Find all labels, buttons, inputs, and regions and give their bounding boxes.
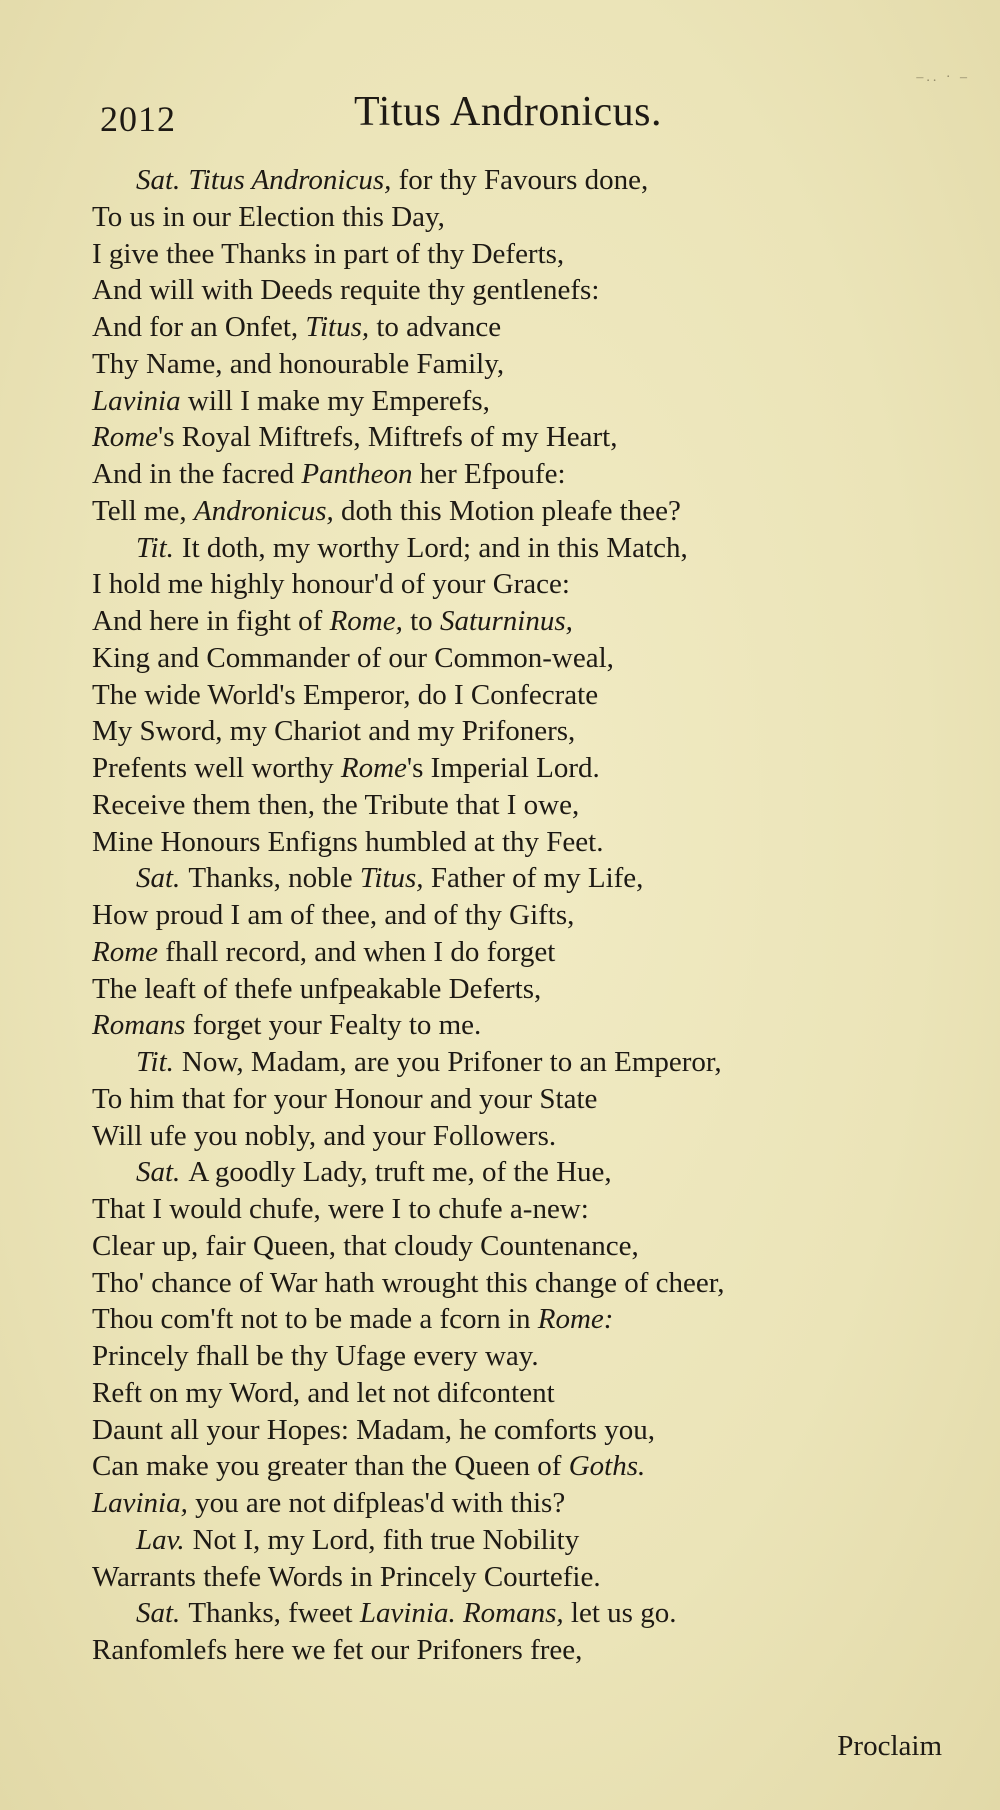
line-text: I give thee Thanks in part of thy Deferts, [92,237,565,270]
line-text: fhall record, and when I do forget [158,935,556,968]
verse-line [92,236,862,273]
speaker-name: Sat. [136,164,181,196]
line-text: Tho' chance of War hath wrought this change of cheer, [92,1266,725,1299]
italic-text: Rome [340,752,407,784]
verse-line [92,1448,862,1485]
verse-line [92,199,862,236]
verse-line [92,750,862,787]
page-number: 2012 [100,99,176,139]
italic-text: Pantheon [301,458,413,490]
italic-text: Goths. [568,1450,646,1483]
verse-line [92,897,862,934]
italic-text: Lavinia. [359,1597,456,1630]
verse-line [92,419,862,456]
verse-line [92,456,862,493]
speech-line [92,1154,862,1191]
verse-line [92,566,862,603]
verse-line [92,971,862,1008]
italic-text: Titus Andronicus, [188,164,392,196]
verse-line [92,1485,862,1522]
line-text: will I make my Emperefs, [180,384,490,417]
speech-line [92,530,862,567]
verse-line [92,1228,862,1265]
speech-line [92,860,862,897]
line-text: That I would chufe, were I to chufe a-new: [92,1193,589,1225]
line-text: Daunt all your Hopes: Madam, he comforts you, [92,1413,655,1446]
line-text: And will with Deeds requite thy gentlenefs: [92,274,600,307]
italic-text: Lavinia, [92,1487,188,1519]
catchword: Proclaim [837,1730,942,1762]
italic-text: Romans [92,1009,186,1042]
line-text: And for an Onfet, [92,311,306,343]
verse-line [92,1265,862,1302]
speaker-name: Tit. [136,531,174,564]
line-text: To us in our Election this Day, [92,200,445,233]
verse-line [92,1118,862,1155]
verse-line [92,1301,862,1338]
italic-text: Rome [92,421,159,454]
italic-text: Rome [92,935,159,968]
speech-line [92,1522,862,1559]
line-text: Prefents well worthy [92,752,341,784]
verse-line [92,677,862,714]
line-text: to advance [369,311,502,343]
italic-text: Rome: [537,1303,614,1336]
verse-line [92,1412,862,1449]
page-specks: –.. · – [916,70,970,85]
line-text: Receive them then, the Tribute that I owe, [92,788,580,821]
italic-text: Titus, [359,862,424,895]
italic-text: Rome, [329,605,403,637]
verse-line [92,1191,862,1228]
line-text [456,1597,463,1629]
verse-line [92,1375,862,1412]
line-text: To him that for your Honour and your State [92,1082,598,1115]
line-text: Princely fhall be thy Ufage every way. [92,1340,539,1372]
line-text: I hold me highly honour'd of your Grace: [92,568,570,601]
verse-line [92,1081,862,1118]
page-header [100,88,740,148]
line-text: The leaft of thefe unfpeakable Deferts, [92,972,542,1005]
verse-line [92,787,862,824]
verse-line [92,1007,862,1044]
italic-text: Lavinia [92,384,181,417]
line-text: And here in fight of [92,605,330,637]
speaker-name: Sat. [136,1156,181,1189]
verse-line [92,713,862,750]
verse-line [92,346,862,383]
line-text: My Sword, my Chariot and my Prifoners, [92,715,576,748]
line-text: to [402,605,440,637]
line-text: Thy Name, and honourable Family, [92,347,505,380]
speaker-name: Tit. [136,1046,174,1078]
line-text: It doth, my worthy Lord; and in this Match, [181,531,688,564]
verse-line [92,640,862,677]
line-text: 's Imperial Lord. [406,752,600,784]
line-text: A goodly Lady, truft me, of the Hue, [188,1156,612,1189]
line-text: Thanks, fweet [188,1597,360,1630]
line-text: forget your Fealty to me. [185,1009,482,1042]
line-text: let us go. [563,1597,677,1630]
line-text: Tell me, [92,494,194,527]
verse-line [92,1632,862,1669]
italic-text: Andronicus, [193,494,334,527]
line-text: How proud I am of thee, and of thy Gifts, [92,899,575,931]
line-text: Warrants thefe Words in Princely Courtefie. [92,1560,601,1593]
line-text: Reft on my Word, and let not difcontent [92,1376,555,1409]
line-text: doth this Motion pleafe thee? [333,494,681,527]
line-text: Ranfomlefs here we fet our Prifoners free, [92,1634,583,1666]
italic-text: Saturninus, [439,605,573,637]
line-text: Can make you greater than the Queen of [92,1450,569,1483]
verse-line [92,309,862,346]
line-text: And in the facred [92,458,302,490]
speaker-name: Sat. [136,1597,181,1630]
line-text: you are not difpleas'd with this? [187,1487,566,1519]
line-text: 's Royal Miftrefs, Miftrefs of my Heart, [158,421,618,454]
italic-text: Titus, [305,311,370,343]
line-text: Father of my Life, [423,862,644,895]
line-text: Clear up, fair Queen, that cloudy Countenance, [92,1229,639,1262]
line-text: Now, Madam, are you Prifoner to an Emperor, [181,1046,722,1078]
speech-line [92,1044,862,1081]
speech-line [92,1595,862,1632]
line-text: her Efpoufe: [412,458,566,490]
verse-line [92,824,862,861]
verse-line [92,603,862,640]
running-title: Titus Andronicus. [354,89,663,135]
line-text: for thy Favours done, [391,164,649,196]
speech-line [92,162,862,199]
line-text: Thanks, noble [188,862,360,895]
verse-line [92,493,862,530]
line-text: Will ufe you nobly, and your Followers. [92,1119,557,1152]
line-text: Mine Honours Enfigns humbled at thy Feet. [92,825,604,858]
italic-text: Romans, [462,1597,564,1630]
line-text: King and Commander of our Common-weal, [92,641,614,674]
speaker-name: Sat. [136,862,181,895]
verse-line [92,934,862,971]
verse-line [92,383,862,420]
verse-line [92,1559,862,1596]
line-text: Not I, my Lord, fith true Nobility [192,1523,580,1556]
speaker-name: Lav. [136,1523,185,1556]
verse-line [92,272,862,309]
play-text [92,162,862,1669]
line-text: Thou com'ft not to be made a fcorn in [92,1303,538,1336]
line-text: The wide World's Emperor, do I Confecrate [92,678,599,711]
verse-line [92,1338,862,1375]
